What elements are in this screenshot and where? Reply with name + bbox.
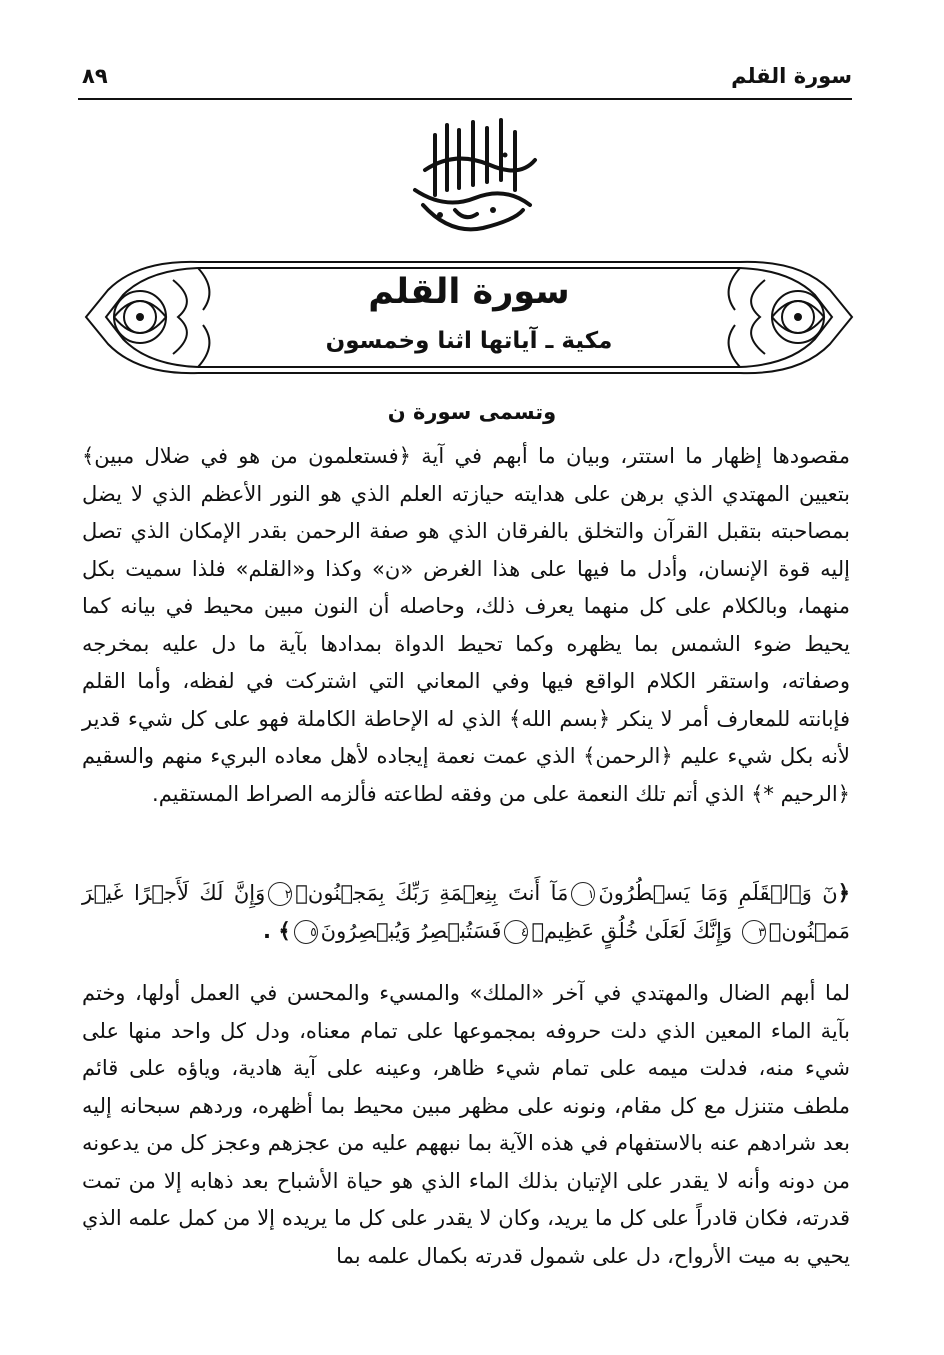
verse-4: وَإِنَّكَ لَعَلَىٰ خُلُقٍ عَظِيمٖ bbox=[531, 919, 733, 943]
ornamental-border bbox=[78, 250, 860, 385]
verse-3: وَإِنَّ لَكَ لَأَجۡرًا غَيۡرَ مَمۡنُونٖ bbox=[82, 881, 850, 943]
ayah-marker-4: ٤ bbox=[504, 920, 528, 944]
verse-2: مَآ أَنتَ بِنِعۡمَةِ رَبِّكَ بِمَجۡنُونٖ bbox=[295, 881, 569, 905]
verse-close-bracket: ﴾ . bbox=[263, 919, 291, 943]
ayah-marker-3: ٣ bbox=[742, 920, 766, 944]
verse-1: نٓ وَٱلۡقَلَمِ وَمَا يَسۡطُرُونَ bbox=[598, 881, 838, 905]
surah-title: سورة القلم bbox=[368, 272, 570, 312]
surah-title-frame bbox=[78, 250, 860, 385]
running-header bbox=[78, 58, 852, 100]
surah-subtitle: مكية ـ آياتها اثنا وخمسون bbox=[325, 328, 613, 354]
ayah-marker-2: ٢ bbox=[268, 882, 292, 906]
quran-verses bbox=[82, 874, 850, 950]
page-number: ٨٩ bbox=[82, 64, 108, 88]
verse-open-bracket: ﴿ bbox=[837, 881, 851, 905]
header-title: سورة القلم bbox=[731, 64, 852, 88]
paragraph-commentary: لما أبهم الضال والمهتدي في آخر «الملك» والمسيء والمحسن في العمل أولها، وختم بآية الماء المعين الذي دلت حروفه بمجموعها على تمام معناه، ودل كل واحد منها على شيء منه، فدلت ميمه على تمام شيء ظاهر، وعينه على آية هادية، وياؤه على قائم ملطف متنزل مع كل مقام، ونونه على مظهر مبين محيط بما أظهره، وردهم سبحانه إليه بعد شرادهم عنه بالاستفهام في هذه الآية بما نبههم عليه من عجزهم وعجز كل من يدعونه من دونه وأنه لا يقدر على الإتيان بذلك الماء الذي هو حياة الأشباح بعد ذهابه إلا من تمت قدرته، فكان قادراً على كل ما يريد، وكان لا يقدر على كل ما يريده إلا من كمل علمه الذي يحيي به ميت الأرواح، دل على شمول قدرته بكمال علمه بما bbox=[82, 981, 850, 1268]
ayah-marker-5: ٥ bbox=[294, 920, 318, 944]
basmala-calligraphy bbox=[395, 110, 545, 240]
paragraph-intro: مقصودها إظهار ما استتر، وبيان ما أبهم في آية ﴿فستعلمون من هو في ضلال مبين﴾ بتعيين المهتدي الذي برهن على هدايته حيازته العلم الذي هو النور الأعظم الذي لا يضل بمصاحبته بتقبل القرآن والتخلق بالفرقان الذي هو صفة الرحمن بقدر الإمكان الذي تصل إليه قوة الإنسان، وأدل ما فيها على هذا الغرض «ن» وكذا و«القلم» فلذا سميت بكل منهما، وبالكلام على كل منهما يعرف ذلك، وحاصله أن النون مبين محيط في بيانه كما يحيط ضوء الشمس بما يظهره وكما تحيط الدواة بمدادها بآية ما دل عليه بمخرجه وصفاته، واستقر الكلام الواقع فيها وفي المعاني التي اشتركت في لفظه، وأما القلم فإبانته للمعارف أمر لا ينكر ﴿بسم الله﴾ الذي له الإحاطة الكاملة فهو على كل شيء قدير لأنه بكل شيء عليم ﴿الرحمن﴾ الذي عمت نعمة إيجاده لأهل معاده البريء منهم والسقيم ﴿الرحيم *﴾ الذي أتم تلك النعمة على من وفقه لطاعته فألزمه الصراط المستقيم. bbox=[82, 444, 850, 806]
surah-alt-name: وتسمى سورة ن bbox=[387, 400, 557, 424]
ayah-marker-1: ١ bbox=[571, 882, 595, 906]
verse-5: فَسَتُبۡصِرُ وَيُبۡصِرُونَ bbox=[320, 919, 502, 943]
